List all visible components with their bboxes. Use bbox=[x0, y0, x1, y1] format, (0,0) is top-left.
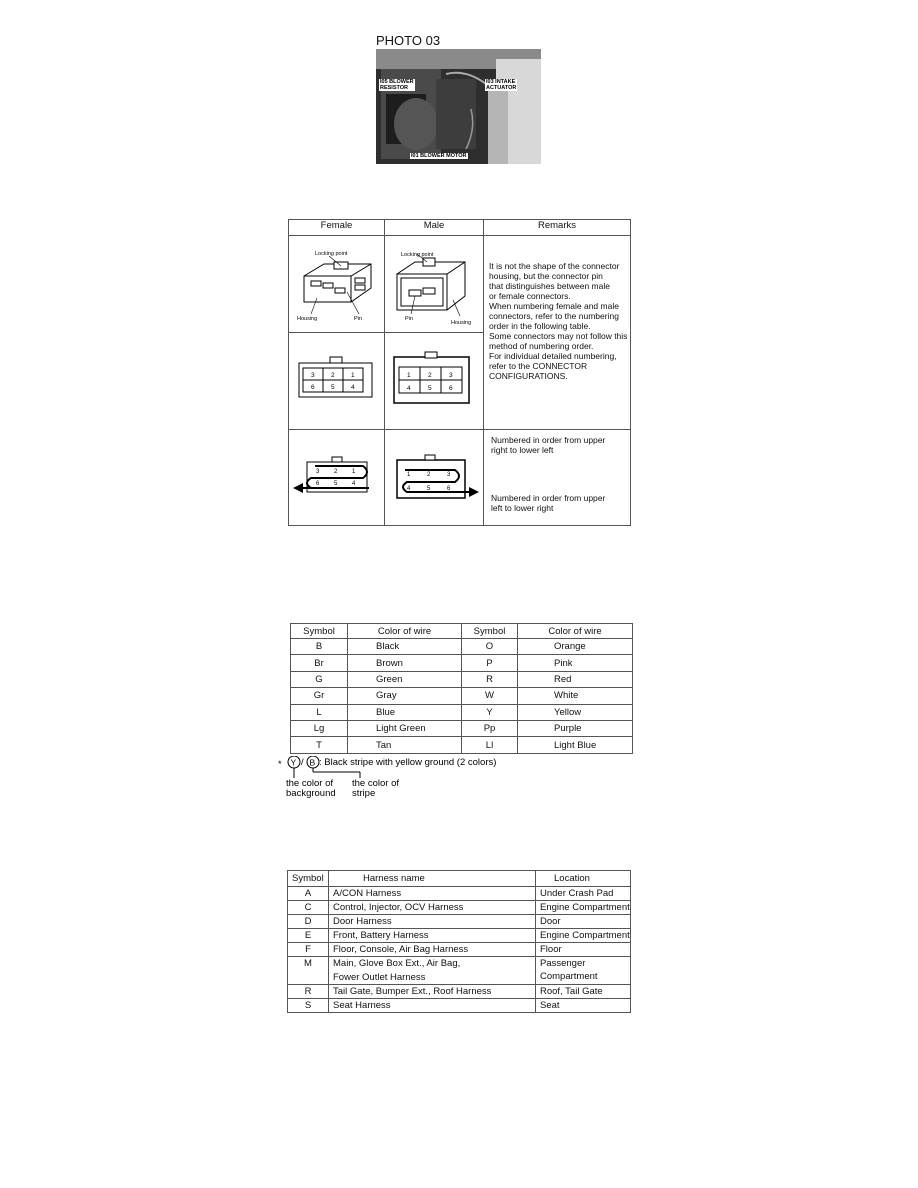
female-pin-label: Pin bbox=[354, 316, 362, 322]
table-row bbox=[291, 688, 633, 704]
table-row bbox=[288, 901, 631, 915]
harness-name-cell: Control, Injector, OCV Harness bbox=[329, 901, 536, 915]
photo-label-blower-motor: I01 BLOWER MOTOR bbox=[411, 153, 467, 159]
male-locking-point-label: Locking point bbox=[401, 252, 434, 258]
male-pin-label: Pin bbox=[405, 316, 413, 322]
color-cell: Tan bbox=[348, 737, 462, 753]
symbol-cell: L bbox=[291, 704, 348, 720]
remarks-line: When numbering female and male bbox=[489, 301, 619, 311]
bg-label-line: background bbox=[286, 788, 336, 799]
symbol-cell: M bbox=[288, 957, 329, 985]
female-pin-layout-cell bbox=[289, 333, 385, 430]
table-row bbox=[291, 704, 633, 720]
remarks-line: Some connectors may not follow this bbox=[489, 331, 628, 341]
photo-label-intake-actuator: I03 INTAKE ACTUATOR bbox=[486, 79, 517, 91]
photo-image bbox=[376, 49, 541, 164]
harness-name-cell: Floor, Console, Air Bag Harness bbox=[329, 943, 536, 957]
male-order-cell bbox=[385, 430, 484, 526]
remarks-line: CONFIGURATIONS. bbox=[489, 371, 568, 381]
color-cell: Orange bbox=[518, 639, 633, 655]
color-cell: Black bbox=[348, 639, 462, 655]
female-pin-label: 2 bbox=[331, 372, 335, 379]
female-pin-label: 4 bbox=[351, 384, 355, 391]
female-pin-label: 3 bbox=[311, 372, 315, 379]
symbol-cell: P bbox=[462, 655, 518, 671]
symbol-cell: E bbox=[288, 929, 329, 943]
header-symbol: Symbol bbox=[291, 624, 348, 639]
color-cell: Gray bbox=[348, 688, 462, 704]
stripe-label-line: stripe bbox=[352, 788, 376, 799]
symbol-cell: R bbox=[462, 671, 518, 687]
color-cell: Light Blue bbox=[518, 737, 633, 753]
location-cell: Passenger Compartment bbox=[536, 957, 631, 985]
remarks-line: It is not the shape of the connector bbox=[489, 261, 620, 271]
header-color: Color of wire bbox=[518, 624, 633, 639]
color-cell: Purple bbox=[518, 720, 633, 736]
location-cell: Door bbox=[536, 915, 631, 929]
location-cell: Floor bbox=[536, 943, 631, 957]
symbol-cell: R bbox=[288, 985, 329, 999]
male-pin-label: 4 bbox=[407, 385, 411, 392]
order-male-line: left to lower right bbox=[491, 503, 554, 513]
photo-title: PHOTO 03 bbox=[376, 33, 441, 48]
arrow-right-icon bbox=[469, 487, 479, 497]
color-note bbox=[278, 756, 638, 801]
female-order-pin: 1 bbox=[352, 469, 356, 475]
symbol-cell: Pp bbox=[462, 720, 518, 736]
note-circle-1: Y bbox=[290, 757, 297, 768]
color-note-diagram bbox=[278, 756, 638, 801]
symbol-cell: W bbox=[462, 688, 518, 704]
order-female-line: right to lower left bbox=[491, 445, 554, 455]
female-pin-layout bbox=[289, 333, 384, 427]
harness-name-cell: Door Harness bbox=[329, 915, 536, 929]
symbol-cell: Br bbox=[291, 655, 348, 671]
connector-numbering-table bbox=[288, 219, 631, 526]
order-female-line: Numbered in order from upper bbox=[491, 435, 606, 445]
symbol-cell: B bbox=[291, 639, 348, 655]
header-symbol: Symbol bbox=[462, 624, 518, 639]
remarks-line: method of numbering order. bbox=[489, 341, 594, 351]
table-row bbox=[288, 943, 631, 957]
remarks-line: housing, but the connector pin bbox=[489, 271, 603, 281]
remarks-cell bbox=[484, 236, 631, 430]
male-pin-label: 5 bbox=[428, 385, 432, 392]
harness-name-cell: Front, Battery Harness bbox=[329, 929, 536, 943]
male-connector-drawing bbox=[385, 236, 483, 330]
note-slash: / bbox=[301, 757, 304, 768]
symbol-cell: S bbox=[288, 999, 329, 1013]
header-female: Female bbox=[289, 220, 385, 236]
female-order-pin: 4 bbox=[352, 481, 356, 487]
female-order-cell bbox=[289, 430, 385, 526]
stripe-label-line: the color of bbox=[352, 778, 399, 789]
male-order-pin: 6 bbox=[447, 486, 451, 492]
symbol-cell: C bbox=[288, 901, 329, 915]
symbol-cell: A bbox=[288, 887, 329, 901]
harness-name-cell: A/CON Harness bbox=[329, 887, 536, 901]
header-symbol: Symbol bbox=[288, 871, 329, 887]
symbol-cell: Ll bbox=[462, 737, 518, 753]
harness-name-cell: Seat Harness bbox=[329, 999, 536, 1013]
table-row bbox=[291, 720, 633, 736]
location-cell: Engine Compartment bbox=[536, 929, 631, 943]
bg-label-line: the color of bbox=[286, 778, 333, 789]
wire-color-table bbox=[290, 623, 633, 754]
male-order-pin: 3 bbox=[447, 472, 451, 478]
female-locking-point-label: Locking point bbox=[315, 251, 348, 257]
female-order-pin: 6 bbox=[316, 481, 320, 487]
female-order-diagram bbox=[289, 430, 384, 523]
table-row bbox=[288, 957, 631, 985]
arrow-left-icon bbox=[293, 483, 303, 493]
note-star: * bbox=[278, 759, 282, 770]
note-circle-2: B bbox=[309, 757, 316, 768]
photo-blower-area bbox=[376, 49, 541, 164]
female-order-pin: 5 bbox=[334, 481, 338, 487]
male-order-pin: 1 bbox=[407, 472, 411, 478]
table-row bbox=[291, 639, 633, 655]
male-order-diagram bbox=[385, 430, 483, 523]
table-row bbox=[291, 671, 633, 687]
header-location: Location bbox=[536, 871, 631, 887]
location-cell: Engine Compartment bbox=[536, 901, 631, 915]
male-order-pin: 2 bbox=[427, 472, 431, 478]
symbol-cell: O bbox=[462, 639, 518, 655]
symbol-cell: Gr bbox=[291, 688, 348, 704]
male-pin-layout bbox=[385, 333, 483, 427]
header-remarks: Remarks bbox=[484, 220, 631, 236]
location-cell: Under Crash Pad bbox=[536, 887, 631, 901]
male-pin-label: 6 bbox=[449, 385, 453, 392]
male-pin-layout-cell bbox=[385, 333, 484, 430]
color-cell: Green bbox=[348, 671, 462, 687]
remarks-line: or female connectors. bbox=[489, 291, 571, 301]
female-pin-label: 5 bbox=[331, 384, 335, 391]
male-order-pin: 5 bbox=[427, 486, 431, 492]
color-cell: Yellow bbox=[518, 704, 633, 720]
table-row bbox=[288, 999, 631, 1013]
remarks-line: refer to the CONNECTOR bbox=[489, 361, 588, 371]
color-cell: Blue bbox=[348, 704, 462, 720]
location-cell: Seat bbox=[536, 999, 631, 1013]
female-order-pin: 2 bbox=[334, 469, 338, 475]
symbol-cell: G bbox=[291, 671, 348, 687]
table-row bbox=[291, 655, 633, 671]
male-housing-label: Housing bbox=[451, 320, 472, 326]
female-order-pin: 3 bbox=[316, 469, 320, 475]
harness-table bbox=[287, 870, 631, 1013]
female-connector-drawing bbox=[289, 236, 384, 330]
remarks-line: order in the following table. bbox=[489, 321, 591, 331]
symbol-cell: Lg bbox=[291, 720, 348, 736]
color-cell: Light Green bbox=[348, 720, 462, 736]
color-cell: White bbox=[518, 688, 633, 704]
male-pin-label: 1 bbox=[407, 372, 411, 379]
female-pin-label: 6 bbox=[311, 384, 315, 391]
photo-label-blower-resistor: I05 BLOWER RESISTOR bbox=[380, 79, 414, 91]
male-order-pin: 4 bbox=[407, 486, 411, 492]
note-text: : Black stripe with yellow ground (2 colors) bbox=[319, 757, 497, 768]
symbol-cell: F bbox=[288, 943, 329, 957]
male-connector-cell bbox=[385, 236, 484, 333]
symbol-cell: D bbox=[288, 915, 329, 929]
table-row bbox=[288, 929, 631, 943]
male-pin-label: 2 bbox=[428, 372, 432, 379]
female-housing-label: Housing bbox=[297, 316, 318, 322]
harness-name-cell: Tail Gate, Bumper Ext., Roof Harness bbox=[329, 985, 536, 999]
order-remarks-cell bbox=[484, 430, 631, 526]
table-row bbox=[288, 985, 631, 999]
harness-name-cell: Main, Glove Box Ext., Air Bag, Fower Outlet Harness bbox=[329, 957, 536, 985]
female-connector-cell bbox=[289, 236, 385, 333]
table-row bbox=[288, 915, 631, 929]
table-row bbox=[288, 887, 631, 901]
remarks-line: For individual detailed numbering, bbox=[489, 351, 617, 361]
male-pin-label: 3 bbox=[449, 372, 453, 379]
table-row bbox=[291, 737, 633, 753]
remarks-line: connectors, refer to the numbering bbox=[489, 311, 619, 321]
color-cell: Red bbox=[518, 671, 633, 687]
header-male: Male bbox=[385, 220, 484, 236]
symbol-cell: T bbox=[291, 737, 348, 753]
remarks-line: that distinguishes between male bbox=[489, 281, 610, 291]
color-cell: Brown bbox=[348, 655, 462, 671]
color-cell: Pink bbox=[518, 655, 633, 671]
header-harness-name: Harness name bbox=[329, 871, 536, 887]
symbol-cell: Y bbox=[462, 704, 518, 720]
order-male-line: Numbered in order from upper bbox=[491, 493, 606, 503]
female-pin-label: 1 bbox=[351, 372, 355, 379]
header-color: Color of wire bbox=[348, 624, 462, 639]
location-cell: Roof, Tail Gate bbox=[536, 985, 631, 999]
